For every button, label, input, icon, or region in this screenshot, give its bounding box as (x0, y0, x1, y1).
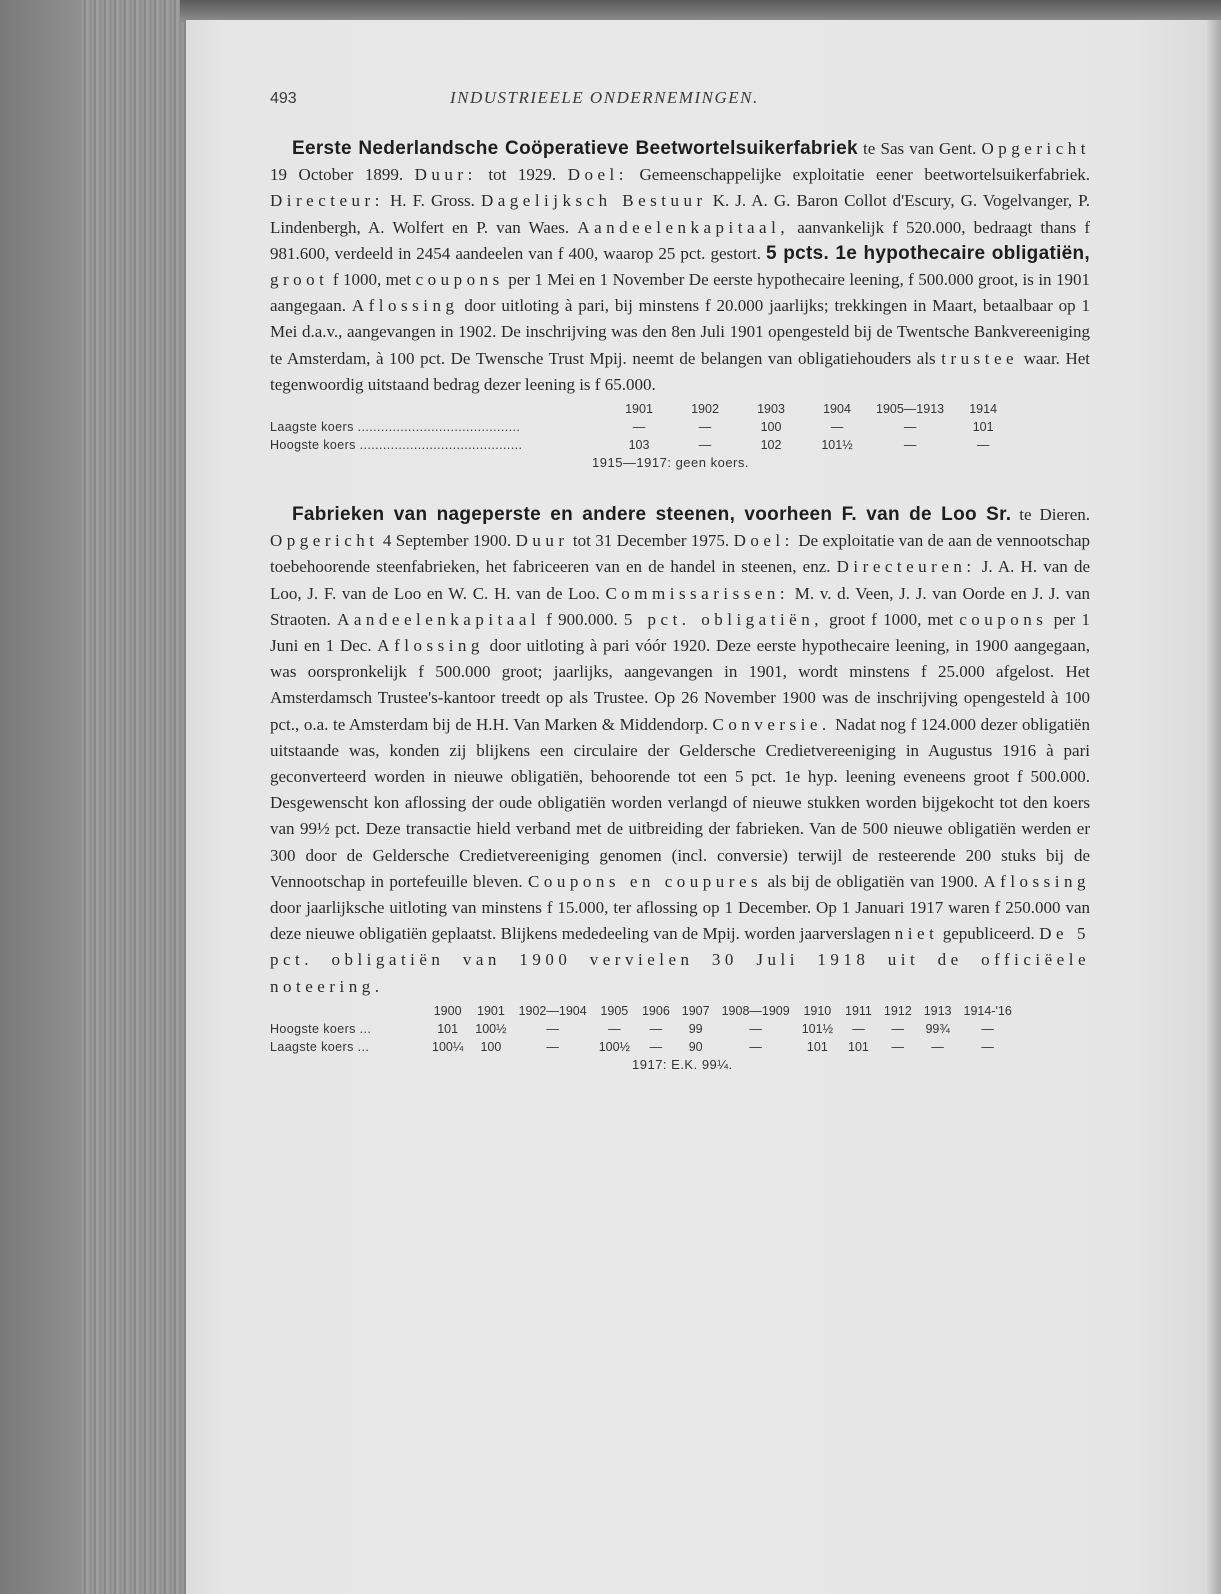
entry-text: Eerste Nederlandsche Coöperatieve Beetwortelsuikerfabriek te Sas van Gent. Opgericht 19 October 1899. Duur: tot 1929. Doel: Gemeenschappelijke exploitatie eener beetwortelsuikerfabriek. Directeur: H. F. Gross. Dagelijksch Bestuur K. J. A. G. Baron Collot d'Escury, G. Vogelvanger, P. Lindenbergh, A. Wolfert en P. van Waes. Aandeelenkapitaal, aanvankelijk f 520.000, bedraagt thans f 981.600, verdeeld in 2454 aandeelen van f 400, waarop 25 pct. gestort. 5 pcts. 1e hypothecaire obligatiën, groot f 1000, met coupons per 1 Mei en 1 November De eerste hypothecaire leening, f 500.000 groot, is in 1901 aangegaan. Aflossing door uitloting à pari, bij minstens f 20.000 jaarlijks; trekkingen in Maart, betaalbaar op 1 Mei d.a.v., aangevangen in 1902. De inschrijving was den 8en Juli 1901 opengesteld bij de Twentsche Bankvereeniging te Amsterdam, à 100 pct. De Twensche Trust Mpij. neemt de belangen van obligatiehouders als trustee waar. Het tegenwoordig uitstaand bedrag dezer leening is f 65.000. (270, 138, 1091, 394)
field-label: Aflossing (983, 871, 1091, 891)
running-header (270, 88, 1090, 120)
field-label: Commissarissen: (605, 583, 790, 603)
field-label: Duur (515, 531, 569, 551)
table-row: Laagste koers ... 100¼ 100 — 100½ — 90 — 101 101 — — — (270, 1039, 994, 1054)
price-table (270, 400, 1016, 454)
field-label: groot (270, 270, 329, 290)
field-label: Doel: (567, 165, 628, 185)
field-label: Duur: (414, 165, 477, 185)
bond-heading: 5 pcts. 1e hypothecaire obligatiën, (766, 242, 1091, 264)
field-label: Directeuren: (836, 557, 976, 577)
field-label: Aflossing (377, 636, 484, 656)
table-note: 1915—1917: geen koers. (592, 455, 749, 471)
field-label: Aandeelenkapitaal, (577, 217, 790, 237)
table-row: Laagste koers .......................................... — — 100 — — 101 (270, 420, 994, 435)
page-content (270, 88, 1090, 1074)
company-entry (270, 136, 1090, 472)
table-row: Hoogste koers ... 101 100½ — — — 99 — 101½ — — 99¾ — (270, 1021, 994, 1036)
field-label: Aflossing (351, 296, 459, 316)
company-name: Eerste Nederlandsche Coöperatieve Beetwortelsuikerfabriek (292, 138, 858, 159)
field-label: Opgericht (981, 139, 1090, 158)
table-header-row: 1900 1901 1902—1904 1905 1906 1907 1908—1909 1910 1911 1912 1913 1914-'16 (433, 1003, 1012, 1018)
field-label: coupons (959, 609, 1048, 629)
table-row: Hoogste koers .......................................... 103 — 102 101½ — — (270, 438, 990, 453)
field-label: Doel: (733, 531, 794, 551)
page-number: 493 (270, 90, 297, 107)
price-table (270, 1002, 1018, 1056)
company-entry (270, 502, 1090, 1074)
field-label: Conversie. (712, 714, 831, 734)
field-label: niet (894, 924, 939, 944)
field-label: Aandeelenkapitaal (337, 609, 541, 629)
running-title: INDUSTRIEELE ONDERNEMINGEN. (450, 88, 759, 107)
table-header-row: 1901 1902 1903 1904 1905—1913 1914 (625, 402, 998, 417)
company-name: Fabrieken van nageperste en andere steenen, voorheen F. van de Loo Sr. (292, 504, 1012, 526)
top-shadow (180, 0, 1221, 22)
field-label: Coupons en coupures (528, 871, 763, 891)
field-label: trustee (941, 348, 1019, 368)
table-note: 1917: E.K. 99¼. (632, 1056, 733, 1072)
field-label: coupons (415, 270, 504, 290)
field-label: Directeur: (270, 191, 384, 211)
field-label: Opgericht (270, 531, 379, 551)
entry-text: Fabrieken van nageperste en andere steenen, voorheen F. van de Loo Sr. te Dieren. Opgericht 4 September 1900. Duur tot 31 December 1975. Doel: De exploitatie van de aan de vennootschap toebehoorende steenfabrieken, het fabriceeren van en de handel in steenen, enz. Directeuren: J. A. H. van de Loo, J. F. van de Loo en W. C. H. van de Loo. Commissarissen: M. v. d. Veen, J. J. van Oorde en J. J. van Straoten. Aandeelenkapitaal f 900.000. 5 pct. obligatiën, groot f 1000, met coupons per 1 Juni en 1 Dec. Aflossing door uitloting à pari vóór 1920. Deze eerste hypothecaire leening, in 1900 aangegaan, was oorspronkelijk f 500.000 groot; jaarlijks, aangevangen in 1901, wordt minstens f 25.000 afgelost. Het Amsterdamsch Trustee's-kantoor treedt op als Trustee. Op 26 November 1900 was de inschrijving opengesteld à 100 pct., o.a. te Amsterdam bij de H.H. Van Marken & Middendorp. Conversie. Nadat nog f 124.000 dezer obligatiën uitstaande was, konden zij blijkens een circulaire der Geldersche Credietvereeniging in Augustus 1916 à pari geconverteerd worden in nieuwe obligatiën, behoorende tot een 5 pct. 1e hyp. leening eveneens groot f 500.000. Desgewenscht kon aflossing der oude obligatiën worden verlangd of nieuwe stukken worden bijgekocht tot den koers van 99½ pct. Deze transactie hield verband met de uitbreiding der fabrieken. Van de 500 nieuwe obligatiën werden er 300 door de Geldersche Credietvereeniging genomen (incl. conversie) terwijl de resteerende 200 stuks bij de Vennootschap in portefeuille bleven. Coupons en coupures als bij de obligatiën van 1900. Aflossing door jaarlijksche uitloting van minstens f 15.000, ter aflossing op 1 December. Op 1 Januari 1917 waren f 250.000 van deze nieuwe obligatiën geplaatst. Blijkens mededeeling van de Mpij. worden jaarverslagen niet gepubliceerd. De 5 pct. obligatiën van 1900 vervielen 30 Juli 1918 uit de officiëele noteering. (270, 504, 1091, 996)
book-page-edges (0, 0, 190, 1594)
field-label: Dagelijksch Bestuur (480, 191, 707, 211)
field-label: 5 pct. obligatiën, (623, 609, 823, 629)
gutter-shadow (1207, 20, 1221, 1594)
delisting-note: De 5 pct. obligatiën van 1900 vervielen 30 Juli 1918 uit de officiëele noteering. (270, 924, 1091, 996)
